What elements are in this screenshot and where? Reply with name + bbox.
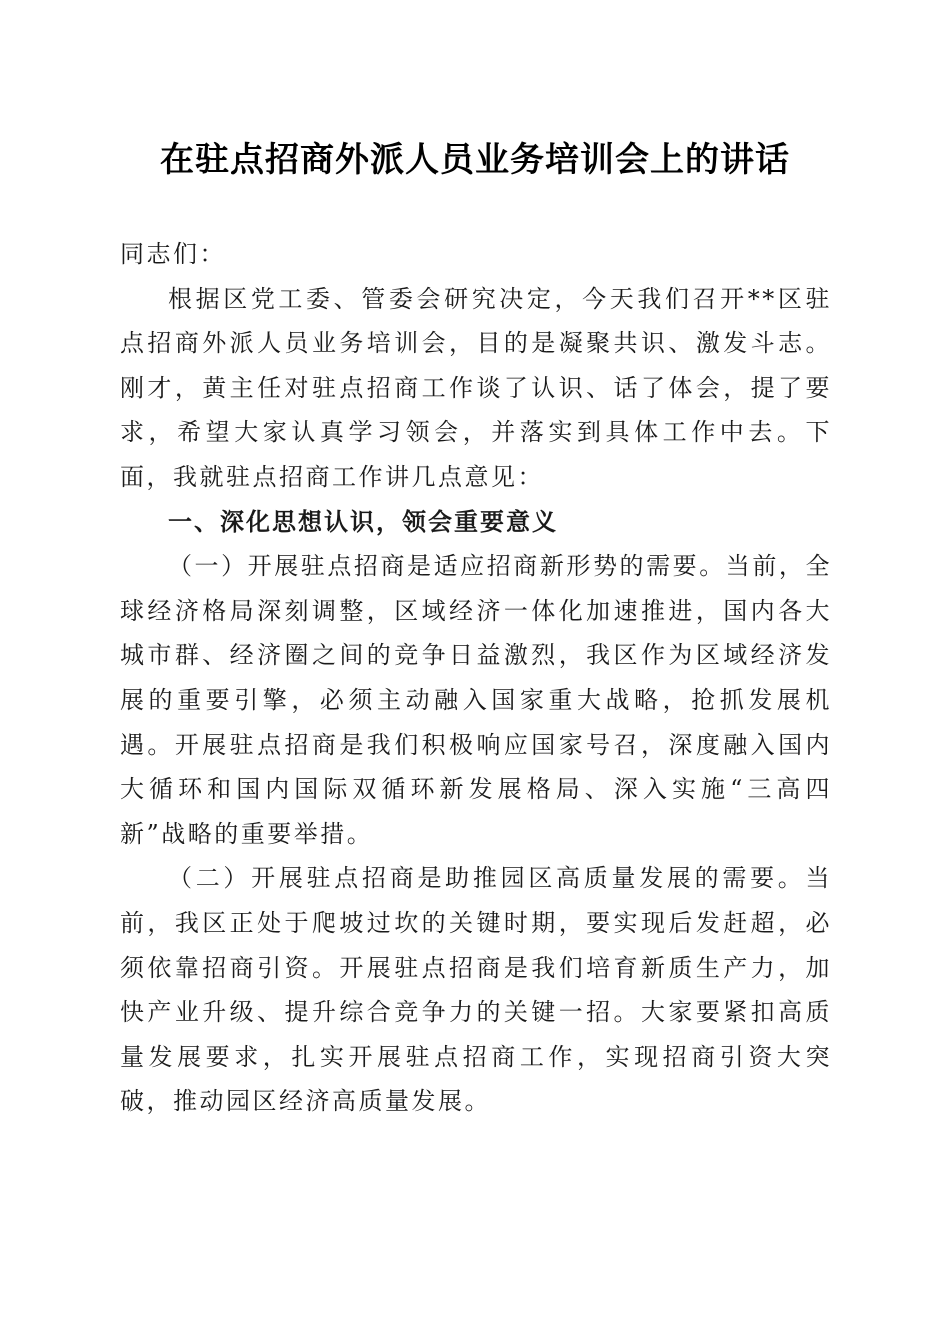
intro-paragraph: 根据区党工委、管委会研究决定，今天我们召开**区驻点招商外派人员业务培训会，目的是凝聚共识、激发斗志。刚才，黄主任对驻点招商工作谈了认识、话了体会，提了要求，希望大家认真学习领会，并落实到具体工作中去。下面，我就驻点招商工作讲几点意见： xyxy=(120,284,832,491)
paragraph-2: （二）开展驻点招商是助推园区高质量发展的需要。当前，我区正处于爬坡过坎的关键时期，要实现后发赶超，必须依靠招商引资。开展驻点招商是我们培育新质生产力，加快产业升级、提升综合竞争力的关键一招。大家要紧扣高质量发展要求，扎实开展驻点招商工作，实现招商引资大突破，推动园区经济高质量发展。 xyxy=(120,864,832,1116)
document-body xyxy=(120,232,832,1124)
document-title: 在驻点招商外派人员业务培训会上的讲话 xyxy=(160,140,790,180)
paragraph-1: （一）开展驻点招商是适应招商新形势的需要。当前，全球经济格局深刻调整，区域经济一体化加速推进，国内各大城市群、经济圈之间的竞争日益激烈，我区作为区域经济发展的重要引擎，必须主动融入国家重大战略，抢抓发展机遇。开展驻点招商是我们积极响应国家号召，深度融入国内大循环和国内国际双循环新发展格局、深入实施“三高四新”战略的重要举措。 xyxy=(120,552,832,848)
salutation: 同志们： xyxy=(120,240,226,268)
section-heading-1: 一、深化思想认识，领会重要意义 xyxy=(168,507,558,536)
